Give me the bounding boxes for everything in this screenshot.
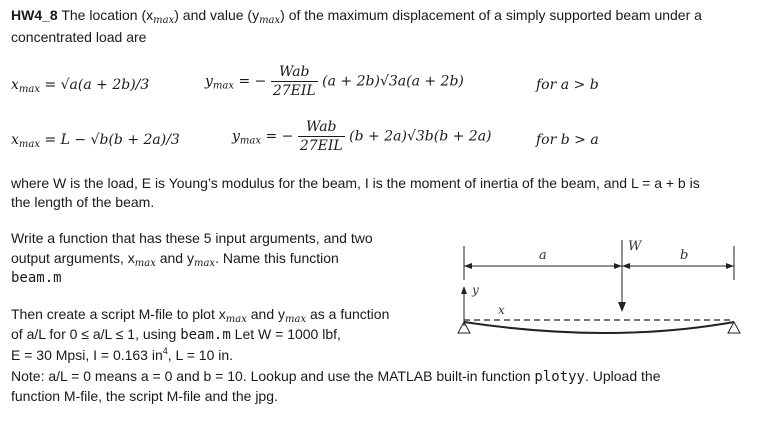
superscript: 4 [162, 346, 168, 356]
script-text: , L = 10 in. [167, 347, 234, 363]
eq1-x [11, 77, 149, 95]
label-b: b [680, 248, 689, 263]
note-line1 [11, 368, 660, 385]
eq1-x-expr: = √a(a + 2b)/3 [44, 77, 150, 93]
arrowhead [464, 263, 472, 269]
arrowhead [726, 263, 734, 269]
script-text: as a function [306, 306, 390, 322]
y-axis-arrowhead [461, 286, 467, 294]
script-text: and y [246, 306, 285, 322]
deflected-beam-curve [464, 322, 734, 333]
intro-text-3: ) of the maximum displacement of a simply supported beam under a [280, 7, 702, 23]
eq2-x-expr: = L − √b(b + 2a)/3 [44, 132, 180, 148]
beam-diagram [450, 232, 750, 344]
eq2-x-lhs: x [11, 132, 19, 148]
definitions-line2: the length of the beam. [11, 194, 155, 210]
eq1-condition: for a > b [536, 77, 599, 93]
eq1-x-lhs: x [11, 77, 19, 93]
load-arrowhead [618, 302, 626, 312]
script-text: of a/L for 0 ≤ a/L ≤ 1, using [11, 326, 181, 342]
script-text: Let W = 1000 lbf, [230, 326, 341, 342]
script-line1 [11, 306, 389, 325]
filename-beam: beam.m [11, 270, 62, 286]
code-beam: beam.m [180, 327, 231, 343]
eq2-y-lhs: y [232, 128, 240, 145]
sub-label: max [239, 135, 262, 147]
label-x: x [498, 303, 505, 317]
eq1-y-tail: (a + 2b)√3a(a + 2b) [322, 73, 464, 90]
script-line2 [11, 326, 341, 343]
eq2-frac-num: Wab [298, 118, 345, 137]
eq2-y-tail: (b + 2a)√3b(b + 2a) [349, 128, 492, 145]
eq2-y [232, 118, 492, 155]
homework-id: HW4_8 [11, 7, 58, 23]
note-text: Note: a/L = 0 means a = 0 and b = 10. Lookup and use the MATLAB built-in function [11, 368, 535, 384]
eq2-y-eq: = − [265, 128, 294, 145]
eq1-y-lhs: y [205, 73, 213, 90]
sub-label: max [285, 314, 307, 325]
sub-label: max [18, 84, 40, 95]
task-text: output arguments, x [11, 250, 135, 266]
problem-statement-line2: concentrated load are [11, 29, 147, 45]
eq2-x [11, 132, 180, 150]
eq2-frac-den: 27EIL [299, 138, 343, 154]
eq1-y [205, 63, 464, 100]
note-line2: function M-file, the script M-file and the jpg. [11, 388, 278, 404]
script-line3 [11, 346, 233, 363]
task-line1: Write a function that has these 5 input arguments, and two [11, 230, 373, 246]
arrowhead [614, 263, 622, 269]
eq1-frac-den: 27EIL [272, 83, 316, 99]
script-text: Then create a script M-file to plot x [11, 306, 226, 322]
label-a: a [539, 248, 547, 263]
sub-label: max [225, 314, 247, 325]
label-y: y [472, 283, 479, 297]
sub-label: max [212, 80, 235, 92]
eq1-y-eq: = − [238, 73, 267, 90]
task-text: and y [155, 250, 194, 266]
script-text: E = 30 Mpsi, I = 0.163 in [11, 347, 163, 363]
sub-label: max [18, 139, 40, 150]
task-text: . Name this function [215, 250, 339, 266]
task-line2 [11, 250, 339, 269]
eq2-condition: for b > a [536, 132, 599, 148]
problem-statement-line1 [11, 7, 702, 26]
code-plotyy: plotyy [534, 369, 585, 385]
eq1-frac-num: Wab [271, 63, 318, 82]
sub-label: max [153, 15, 175, 26]
definitions-line1: where W is the load, E is Young’s modulus for the beam, I is the moment of inertia of the beam, and L = a + b is [11, 175, 700, 191]
label-W: W [628, 239, 642, 254]
arrowhead [622, 263, 630, 269]
sub-label: max [134, 258, 156, 269]
sub-label: max [193, 258, 216, 269]
note-text: . Upload the [584, 368, 661, 384]
intro-text-2: ) and value (y [174, 7, 260, 23]
intro-text: The location (x [61, 7, 154, 23]
sub-label: max [259, 15, 281, 26]
